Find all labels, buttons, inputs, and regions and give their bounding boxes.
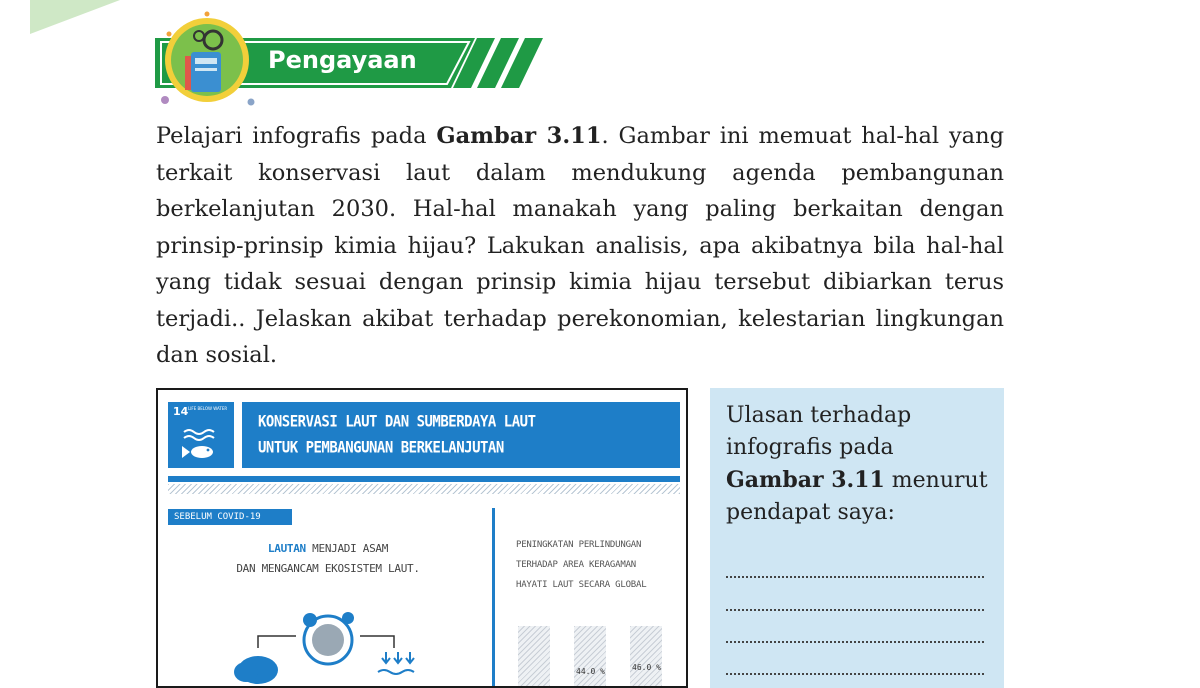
wave-fish-icon	[182, 428, 222, 462]
bar-value-label: 46.0 %	[632, 663, 661, 672]
bar-value-label: 44.0 %	[576, 667, 605, 676]
acid-ocean-line2: DAN MENGANCAM EKOSISTEM LAUT.	[236, 562, 420, 575]
divider-bar	[168, 476, 680, 482]
review-panel	[710, 388, 1004, 688]
infographic-figure	[156, 388, 688, 688]
answer-line[interactable]	[726, 671, 984, 675]
answer-line[interactable]	[726, 574, 984, 578]
acid-ocean-line1: LAUTAN MENJADI ASAM	[267, 542, 389, 555]
column-divider	[492, 508, 495, 688]
protection-bar-3	[630, 626, 662, 686]
sdg14-badge: 14 LIFE BELOW WATER	[168, 402, 234, 468]
protection-bar-1	[518, 626, 550, 686]
infographic-title: KONSERVASI LAUT DAN SUMBERDAYA LAUT UNTUK PEMBANGUNAN BERKELANJUTAN	[242, 402, 680, 468]
protection-text-2: TERHADAP AREA KERAGAMAN	[516, 560, 637, 570]
hatch-divider	[168, 484, 680, 494]
figure-reference: Gambar 3.11	[436, 123, 602, 149]
instruction-paragraph: Pelajari infografis pada Gambar 3.11. Gambar ini memuat hal-hal yang terkait konservasi laut dalam mendukung agenda pembangunan berkelanjutan 2030. Hal-hal manakah yang paling berkaitan dengan prinsip-prinsip kimia hijau? Lakukan analisis, apa akibatnya bila hal-hal yang tidak sesuai dengan prinsip kimia hijau tersebut dibiarkan terus terjadi.. Jelaskan akibat terhadap perekonomian, kelestarian lingkungan dan sosial.	[156, 123, 1004, 368]
ocean-acidification-diagram	[218, 608, 458, 688]
protection-text-3: HAYATI LAUT SECARA GLOBAL	[516, 580, 647, 590]
answer-line[interactable]	[726, 639, 984, 643]
corner-decoration	[0, 0, 120, 40]
period-tag: SEBELUM COVID-19	[168, 509, 292, 525]
protection-bar-2	[574, 626, 606, 686]
review-prompt: Ulasan terhadap infografis pada Gambar 3.11 menurut pendapat saya:	[726, 403, 988, 525]
section-title: Pengayaan	[268, 46, 417, 74]
answer-line[interactable]	[726, 607, 984, 611]
protection-text-1: PENINGKATAN PERLINDUNGAN	[516, 540, 642, 550]
